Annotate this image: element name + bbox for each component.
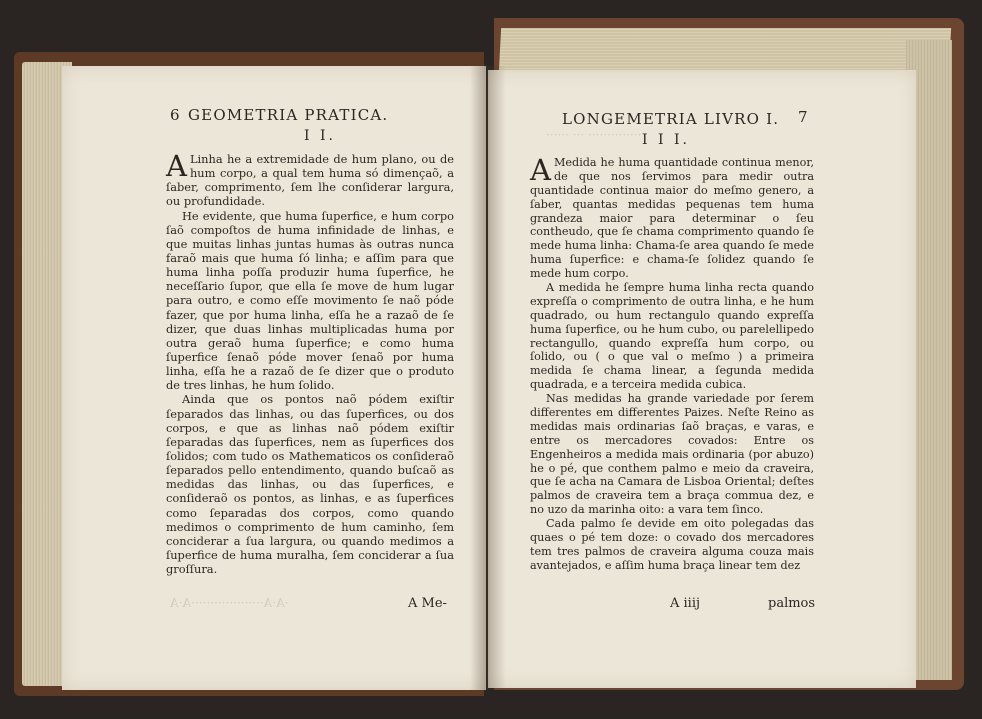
left-paragraph-2: He evidente, que huma ſuperfice, e hum corpo ſaõ compoſtos de huma infinidade de linhas, e que muitas linhas juntas humas às outras nunca faraõ mais que huma ſó linha; e aſſim para que huma linha poſſa produzir huma ſuperfice, he neceſſario ſupor, que ella ſe move de hum lugar para outro, e como eſſe movimento ſe naõ póde fazer, que por huma linha, eſſa he a razaõ de ſe dizer, que duas linhas multiplicadas huma por outra geraõ huma ſuperfice; e como huma ſuperfice ſenaõ póde mover ſenaõ por huma linha, eſſa he a razaõ de ſe dizer que o produto de tres linhas, he hum ſolido. (166, 208, 454, 393)
right-paragraph-4: Cada palmo ſe devide em oito polegadas das quaes o pé tem doze: o covado dos mercadores tem tres palmos de craveira alguma couza mais avantejados, e aſſim huma braça linear tem dez (530, 517, 814, 572)
right-catchword: palmos (768, 596, 816, 611)
book-gutter (470, 66, 506, 690)
right-section-number: I I I. (642, 132, 690, 148)
drop-cap-a: A (166, 149, 187, 183)
right-page-number: 7 (798, 108, 808, 126)
left-page-number: 6 (170, 106, 180, 124)
left-section-number: I I. (304, 128, 336, 144)
left-paragraph-1-text: Linha he a extremidade de hum plano, ou de hum corpo, a qual tem huma só dimençaõ, a ſaber, comprimento, ſem lhe conſiderar largura, ou profundidade. (166, 152, 454, 209)
show-through-right: ·············· ··· ······ (546, 128, 642, 142)
left-running-head: GEOMETRIA PRATICA. (188, 106, 389, 124)
right-paragraph-1-text: Medida he huma quantidade continua menor, de que nos ſervimos para medir outra quantidade continua maior do meſmo genero, a ſaber, quantas medidas pequenas tem huma grandeza maior para determinar o ſeu contheudo, que ſe chama comprimento quando ſe mede huma linha: Chama-ſe area quando ſe mede huma ſuperfice: e chama-ſe ſolidez quando ſe mede hum corpo. (530, 156, 814, 281)
drop-cap-a: A (530, 153, 551, 187)
show-through-left: ·A·A···················A·A (170, 596, 289, 610)
right-signature-mark: A iiij (670, 596, 701, 611)
left-catchword: A Me- (408, 596, 447, 611)
right-running-head: LONGEMETRIA LIVRO I. (562, 110, 780, 128)
right-paragraph-2: A medida he ſempre huma linha recta quando expreſſa o comprimento de outra linha, e he hum quadrado, ou hum rectangulo quando expreſſa huma ſuperfice, ou he hum cubo, ou parelellipedo rectangullo, quando expreſſa hum corpo, ou ſolido, ou ( o que val o meſmo ) a primeira medida ſe chama linear, a ſegunda medida quadrada, e a terceira medida cubica. (530, 281, 814, 392)
right-paragraph-3: Nas medidas ha grande variedade por ſerem differentes em differentes Paizes. Neſte Reino as medidas mais ordinarias ſaõ braças, e varas, e entre os mercadores covados: Entre os Engenheiros a medida mais ordinaria (por abuzo) he o pé, que conthem palmo e meio da craveira, que ſe acha na Camara de Lisboa Oriental; deſtes palmos de craveira tem a braça commua dez, e no uzo da marinha oito: a vara tem ſinco. (530, 392, 814, 517)
right-body-text (530, 153, 814, 573)
left-body-text (166, 149, 454, 577)
page-edges-top (499, 28, 951, 72)
left-paragraph-3: Ainda que os pontos naõ pódem exiſtir ſeparados das linhas, ou das ſuperfices, ou dos corpos, e que as linhas naõ pódem exiſtir ſeparadas das ſuperfices, nem as ſuperfices dos ſolidos; com tudo os Mathematicos os conſideraõ ſeparados pello entendimento, quando buſcaõ as medidas das linhas, ou das ſuperfices, e conſideraõ os pontos, as linhas, e as ſuperfices como ſeparadas dos corpos, como quando medimos o comprimento de hum caminho, ſem conciderar a ſua largura, ou quando medimos a ſuperfice de huma muralha, ſem conciderar a ſua groſſura. (166, 392, 454, 577)
right-paragraph-1 (530, 153, 814, 281)
left-paragraph-1 (166, 149, 454, 209)
